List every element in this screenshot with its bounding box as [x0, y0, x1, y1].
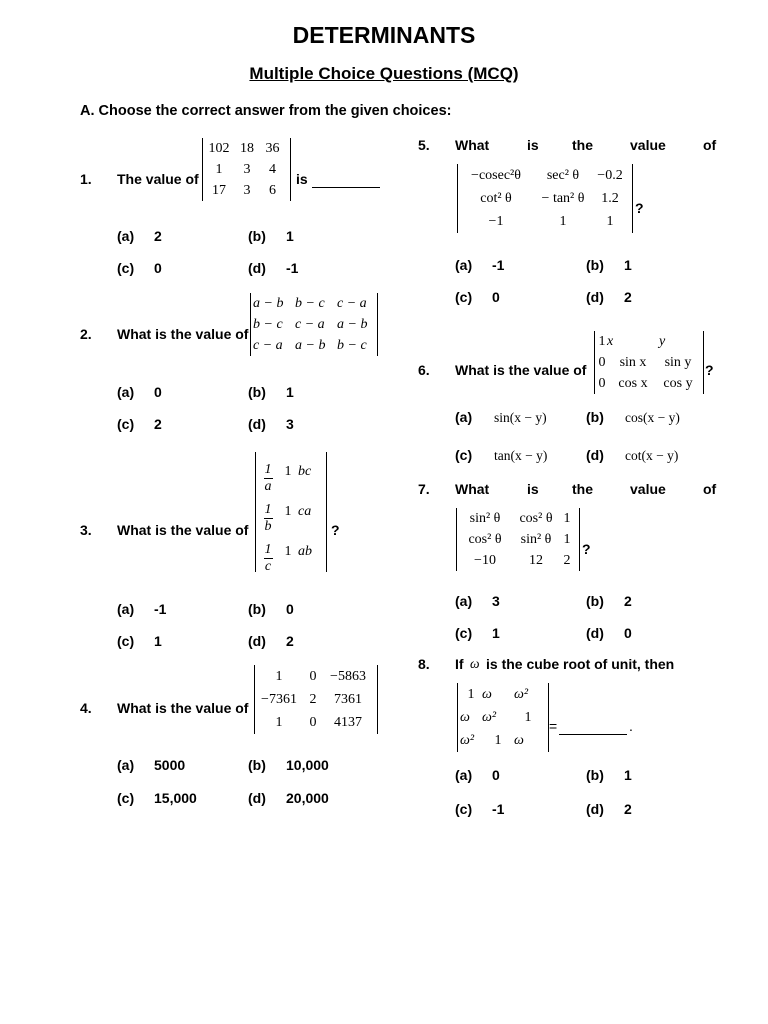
determinant-matrix — [202, 138, 291, 201]
option-value: -1 — [492, 801, 505, 817]
question-number: 3. — [80, 522, 92, 538]
option-label: (a) — [455, 593, 473, 609]
option-label: (a) — [117, 384, 135, 400]
matrix-cell: −1 — [488, 214, 504, 229]
option-value: 0 — [154, 384, 162, 400]
matrix-cell: 36 — [265, 141, 280, 156]
option-label: (a) — [117, 757, 135, 773]
option-value: 1 — [624, 767, 632, 783]
matrix-cell: cos² θ — [519, 511, 553, 526]
question-word: value — [630, 481, 666, 497]
matrix-cell: 1 — [284, 544, 292, 559]
matrix-cell: 1 — [598, 334, 606, 349]
option-label: (b) — [586, 257, 604, 273]
equals-sign: = — [549, 718, 558, 734]
matrix-cell: sin y — [664, 355, 692, 370]
question-number: 8. — [418, 656, 430, 672]
matrix-cell: 3 — [243, 162, 251, 177]
question-suffix: is — [296, 171, 308, 187]
determinant-matrix — [255, 452, 327, 572]
matrix-cell: sin² θ — [520, 532, 552, 547]
question-word: What — [455, 137, 490, 153]
matrix-cell: c − a — [295, 317, 325, 332]
option-label: (c) — [117, 790, 135, 806]
matrix-cell: 1 — [563, 511, 571, 526]
matrix-cell: −0.2 — [597, 168, 623, 183]
matrix-cell: x — [607, 334, 614, 349]
matrix-cell: 6 — [269, 183, 276, 198]
question-number: 1. — [80, 171, 92, 187]
question-text: What is the value of — [455, 362, 587, 378]
question-suffix: ? — [331, 522, 340, 538]
question-suffix: ? — [705, 362, 714, 378]
option-value: -1 — [286, 260, 299, 276]
question-text: is the cube root of unit, then — [486, 656, 675, 672]
option-label: (c) — [455, 801, 473, 817]
question-number: 6. — [418, 362, 430, 378]
matrix-cell: 1 — [215, 162, 223, 177]
question-text: If — [455, 656, 464, 672]
matrix-cell: 12 — [529, 553, 543, 568]
option-label: (b) — [586, 593, 604, 609]
question-word: of — [703, 481, 717, 497]
option-value: 1 — [286, 384, 294, 400]
option-label: (d) — [248, 633, 266, 649]
omega-symbol: ω — [470, 656, 480, 671]
question-word: value — [630, 137, 666, 153]
matrix-cell: 7361 — [334, 692, 362, 707]
option-label: (b) — [248, 228, 266, 244]
question-number: 7. — [418, 481, 430, 497]
question-text: What is the value of — [117, 326, 249, 342]
matrix-cell: cos² θ — [468, 532, 502, 547]
option-label: (d) — [586, 801, 604, 817]
option-value: 10,000 — [286, 757, 329, 773]
option-value: 2 — [154, 228, 162, 244]
option-label: (d) — [248, 790, 266, 806]
matrix-cell: 0 — [598, 355, 606, 370]
matrix-cell: − tan² θ — [541, 191, 585, 206]
matrix-cell: ω² — [514, 687, 529, 702]
matrix-cell: −10 — [474, 553, 496, 568]
option-value: 0 — [286, 601, 294, 617]
question-word: is — [527, 137, 539, 153]
question-suffix: ? — [582, 541, 591, 557]
option-value: tan(x − y) — [494, 448, 548, 463]
matrix-cell: −cosec²θ — [471, 168, 521, 183]
matrix-cell: a − b — [253, 296, 284, 311]
matrix-cell: $\frac{1}{a}$ — [264, 461, 272, 494]
option-value: 3 — [492, 593, 500, 609]
question-number: 5. — [418, 137, 430, 153]
determinant-matrix — [254, 665, 378, 734]
matrix-cell: sec² θ — [546, 168, 580, 183]
option-value: 15,000 — [154, 790, 197, 806]
question-text: The value of — [117, 171, 199, 187]
option-label: (a) — [455, 257, 473, 273]
option-value: 1 — [286, 228, 294, 244]
question-number: 2. — [80, 326, 92, 342]
page-title: DETERMINANTS — [292, 22, 476, 48]
matrix-cell: c − a — [253, 338, 283, 353]
page-subtitle: Multiple Choice Questions (MCQ) — [249, 64, 519, 83]
option-value: 2 — [286, 633, 294, 649]
matrix-cell: 17 — [212, 183, 226, 198]
matrix-cell: 0 — [309, 715, 317, 730]
matrix-cell: ab — [298, 544, 312, 559]
matrix-cell: −7361 — [261, 692, 297, 707]
determinant-matrix — [457, 164, 633, 233]
matrix-cell: 1 — [275, 715, 283, 730]
option-value: 3 — [286, 416, 294, 432]
option-label: (d) — [586, 447, 604, 463]
matrix-cell: $\frac{1}{c}$ — [264, 541, 272, 574]
question-word: the — [572, 137, 593, 153]
option-label: (d) — [248, 416, 266, 432]
matrix-cell: b − c — [337, 338, 367, 353]
period: . — [629, 718, 633, 734]
option-value: 0 — [624, 625, 632, 641]
option-value: 0 — [492, 767, 500, 783]
option-value: 2 — [624, 593, 632, 609]
option-label: (c) — [455, 289, 473, 305]
option-value: 2 — [624, 801, 632, 817]
matrix-cell: 1 — [563, 532, 571, 547]
option-label: (a) — [455, 767, 473, 783]
matrix-cell: −5863 — [330, 669, 366, 684]
matrix-cell: cos y — [663, 376, 693, 391]
determinant-matrix — [250, 293, 378, 356]
matrix-cell: 1 — [606, 214, 614, 229]
matrix-cell: 2 — [563, 553, 571, 568]
option-value: 2 — [154, 416, 162, 432]
matrix-cell: 0 — [598, 376, 606, 391]
question-word: the — [572, 481, 593, 497]
option-label: (b) — [586, 409, 604, 425]
matrix-cell: ω — [482, 687, 492, 702]
matrix-cell: 0 — [309, 669, 317, 684]
option-label: (c) — [117, 633, 135, 649]
matrix-cell: 4137 — [334, 715, 362, 730]
matrix-cell: bc — [298, 464, 312, 479]
matrix-cell: c − a — [337, 296, 367, 311]
option-value: cot(x − y) — [625, 448, 679, 463]
option-label: (b) — [586, 767, 604, 783]
matrix-cell: 1 — [275, 669, 283, 684]
matrix-cell: cot² θ — [480, 191, 512, 206]
matrix-cell: 2 — [309, 692, 317, 707]
option-value: 20,000 — [286, 790, 329, 806]
matrix-cell: 1 — [284, 464, 292, 479]
option-label: (c) — [455, 625, 473, 641]
answer-blank — [312, 171, 380, 188]
determinant-matrix — [457, 683, 549, 752]
question-word: of — [703, 137, 717, 153]
matrix-cell: sin² θ — [469, 511, 501, 526]
matrix-cell: ω — [460, 710, 470, 725]
matrix-cell: ω — [514, 733, 524, 748]
option-value: sin(x − y) — [494, 410, 547, 425]
option-label: (c) — [117, 416, 135, 432]
option-value: cos(x − y) — [625, 410, 680, 425]
option-value: 1 — [624, 257, 632, 273]
matrix-cell: 1 — [494, 733, 502, 748]
option-label: (a) — [117, 228, 135, 244]
option-label: (d) — [586, 625, 604, 641]
matrix-cell: 4 — [269, 162, 276, 177]
matrix-cell: a − b — [295, 338, 326, 353]
matrix-cell: $\frac{1}{b}$ — [264, 501, 272, 534]
matrix-cell: 1 — [284, 504, 292, 519]
option-label: (a) — [455, 409, 473, 425]
matrix-cell: 3 — [243, 183, 251, 198]
option-label: (d) — [248, 260, 266, 276]
option-label: (b) — [248, 601, 266, 617]
option-label: (b) — [248, 384, 266, 400]
option-value: 1 — [154, 633, 162, 649]
question-text: What is the value of — [117, 522, 249, 538]
matrix-cell: 1 — [559, 214, 567, 229]
option-label: (c) — [455, 447, 473, 463]
option-value: 0 — [492, 289, 500, 305]
matrix-cell: a − b — [337, 317, 368, 332]
matrix-cell: ω² — [460, 733, 475, 748]
option-value: 2 — [624, 289, 632, 305]
question-word: is — [527, 481, 539, 497]
option-label: (b) — [248, 757, 266, 773]
option-value: -1 — [154, 601, 167, 617]
matrix-cell: ω² — [482, 710, 497, 725]
matrix-cell: 1 — [467, 687, 475, 702]
option-label: (a) — [117, 601, 135, 617]
matrix-cell: b − c — [295, 296, 325, 311]
matrix-cell: 1.2 — [601, 191, 619, 206]
section-heading: A. Choose the correct answer from the given choices: — [80, 103, 452, 119]
answer-blank — [559, 718, 627, 735]
question-number: 4. — [80, 700, 92, 716]
question-text: What is the value of — [117, 700, 249, 716]
matrix-cell: cos x — [618, 376, 648, 391]
question-suffix: ? — [635, 200, 644, 216]
option-label: (d) — [586, 289, 604, 305]
matrix-cell: sin x — [619, 355, 647, 370]
matrix-cell: 1 — [524, 710, 532, 725]
matrix-cell: 102 — [208, 141, 230, 156]
matrix-cell: ca — [298, 504, 312, 519]
determinant-matrix — [456, 508, 580, 571]
option-value: 1 — [492, 625, 500, 641]
question-word: What — [455, 481, 490, 497]
option-value: 5000 — [154, 757, 186, 773]
matrix-cell: 18 — [240, 141, 254, 156]
determinant-matrix — [594, 331, 704, 394]
matrix-cell: b − c — [253, 317, 283, 332]
option-value: 0 — [154, 260, 162, 276]
option-value: -1 — [492, 257, 505, 273]
matrix-cell: y — [659, 334, 666, 349]
option-label: (c) — [117, 260, 135, 276]
